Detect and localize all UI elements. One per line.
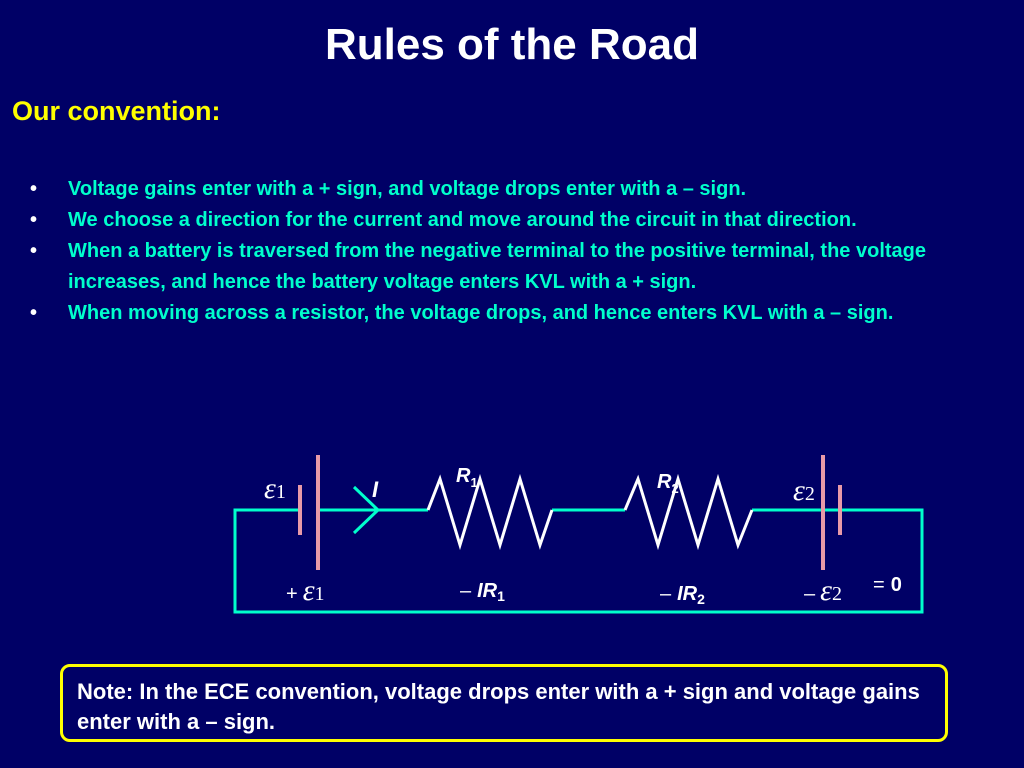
emf1-label: ε1 <box>264 472 286 505</box>
bullet-dot: • <box>30 240 38 262</box>
kvl-term-ir1: – $IR_1$ <box>460 580 505 604</box>
r2-label: $R_2$ <box>657 471 679 496</box>
resistor-r1 <box>428 479 552 545</box>
bullet-item <box>30 205 970 236</box>
resistor-r2 <box>625 479 752 545</box>
kvl-term-emf1: + ε1 <box>286 574 325 607</box>
r1-label: $R_1$ <box>456 465 478 490</box>
kvl-term-ir2: – $IR_2$ <box>660 583 705 607</box>
bullet-dot: • <box>30 209 38 231</box>
emf2-label: ε2 <box>793 474 815 507</box>
bullet-item <box>30 298 970 329</box>
bullet-text: Voltage gains enter with a + sign, and voltage drops enter with a – sign. <box>68 178 747 200</box>
kvl-term-emf2: – ε2 <box>804 574 842 607</box>
note-box: Note: In the ECE convention, voltage drops enter with a + sign and voltage gains enter with a – sign. <box>60 664 948 742</box>
current-label: I <box>372 477 379 502</box>
bullet-text: We choose a direction for the current and move around the circuit in that direction. <box>68 209 857 231</box>
slide-title: Rules of the Road <box>324 20 700 69</box>
kvl-equals: = 0 <box>873 574 902 596</box>
section-heading: Our convention: <box>12 96 221 126</box>
bullet-text: When a battery is traversed from the negative terminal to the positive terminal, the voltage increases, and hence the battery voltage enters KVL with a + sign. <box>68 240 926 293</box>
circuit-diagram <box>0 440 1024 640</box>
bullet-text: When moving across a resistor, the voltage drops, and hence enters KVL with a – sign. <box>68 302 894 324</box>
bullet-item <box>30 174 970 205</box>
left-wire <box>235 510 922 612</box>
bullet-item <box>30 236 970 298</box>
bullet-dot: • <box>30 178 38 200</box>
bullet-list <box>30 174 970 329</box>
circuit-wires <box>235 510 922 612</box>
bullet-dot: • <box>30 302 38 324</box>
